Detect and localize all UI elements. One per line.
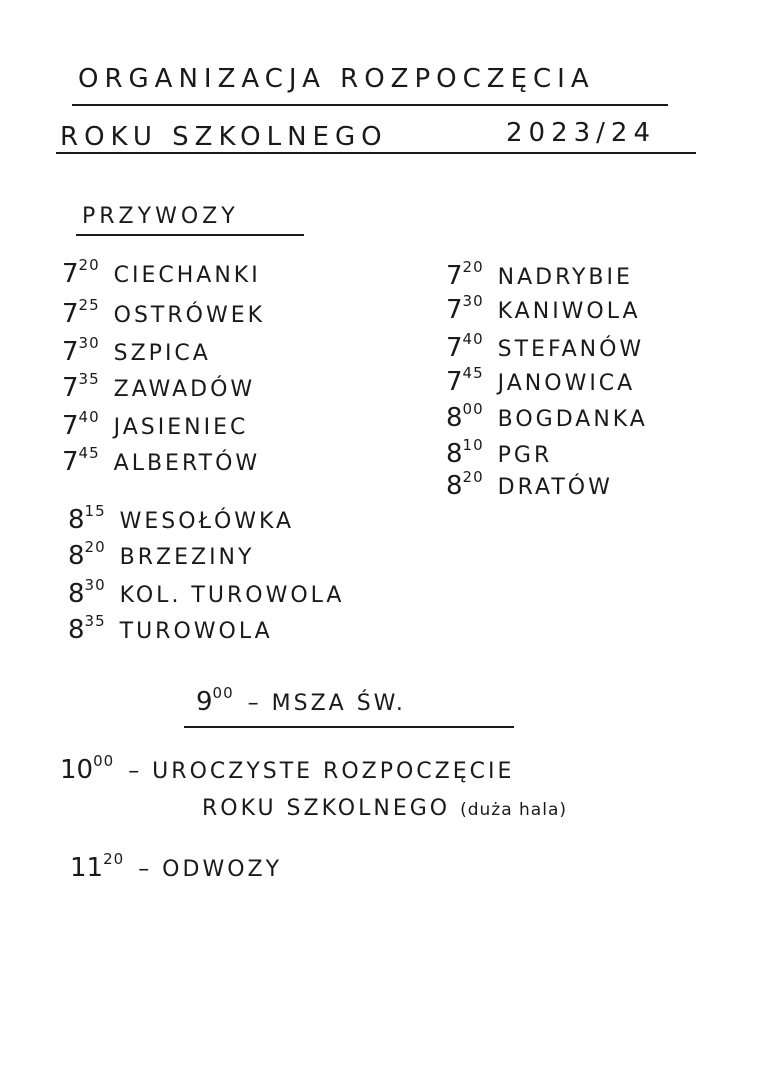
schedule-row: 720 NADRYBIE: [446, 258, 633, 291]
schedule-row: 745 JANOWICA: [446, 364, 636, 397]
title-line-2-left: ROKU SZKOLNEGO: [60, 122, 388, 152]
schedule-row: 735 ZAWADÓW: [62, 370, 256, 403]
schedule-row: 820 DRATÓW: [446, 468, 613, 501]
schedule-row: 730 KANIWOLA: [446, 292, 641, 325]
schedule-row: 740 STEFANÓW: [446, 330, 645, 363]
schedule-row: 800 BOGDANKA: [446, 400, 648, 433]
przywozy-heading: PRZYWOZY: [82, 204, 239, 229]
schedule-row: 730 SZPICA: [62, 334, 211, 367]
schedule-row: 720 CIECHANKI: [62, 256, 261, 289]
schedule-row: 815 WESOŁÓWKA: [68, 502, 295, 535]
przywozy-underline: [76, 234, 304, 236]
msza-underline: [184, 726, 514, 728]
schedule-row: 740 JASIENIEC: [62, 408, 249, 441]
uroczyste-line-2: ROKU SZKOLNEGO: [202, 796, 451, 821]
uroczyste-row-2: [202, 796, 567, 821]
title-underline-2: [56, 152, 696, 154]
msza-row: 900 – MSZA ŚW.: [196, 684, 406, 717]
uroczyste-row: 1000 – UROCZYSTE ROZPOCZĘCIE: [60, 752, 515, 785]
schedule-row: 820 BRZEZINY: [68, 538, 255, 571]
schedule-row: 810 PGR: [446, 436, 553, 469]
schedule-row: 725 OSTRÓWEK: [62, 296, 266, 329]
schedule-row: 745 ALBERTÓW: [62, 444, 261, 477]
schedule-row: 830 KOL. TUROWOLA: [68, 576, 345, 609]
odwozy-row: 1120 – ODWOZY: [70, 850, 283, 883]
schedule-row: 835 TUROWOLA: [68, 612, 273, 645]
uroczyste-note: (duża hala): [460, 800, 568, 820]
title-underline-1: [72, 104, 668, 106]
school-year: 2023/24: [506, 118, 657, 148]
title-line-1: ORGANIZACJA ROZPOCZĘCIA: [78, 64, 595, 94]
